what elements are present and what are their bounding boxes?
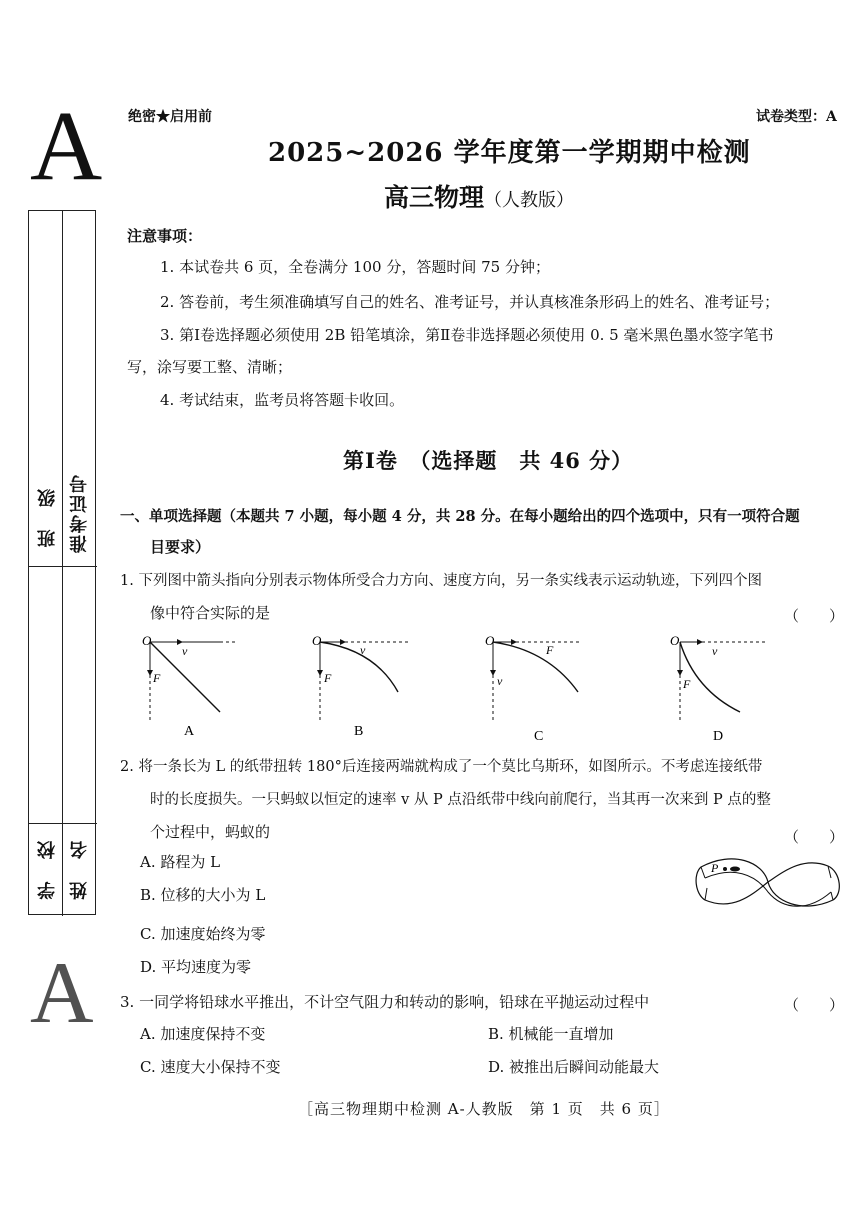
trajectory [493,642,578,692]
figure-c [485,633,580,744]
confidential-label: 绝密★启用前 [128,109,212,125]
figure-label: A [184,724,195,739]
velocity-label: v [712,644,718,658]
answer-bracket: （ ） [784,607,845,625]
sidebar-divider [62,211,63,916]
origin-label: O [670,633,680,648]
origin-label: O [312,633,322,648]
class-field-label: 班 级 [37,481,58,548]
force-label: F [683,677,691,691]
question-2-stem: 2. 将一条长为 L 的纸带扭转 180°后连接两端就构成了一个莫比乌斯环，如图所示。不考虑连接纸带 [120,759,763,775]
velocity-label: v [182,644,188,658]
notice-heading: 注意事项： [127,227,203,245]
option-d: D. 平均速度为零 [140,958,252,976]
section-title: 第Ⅰ卷 （选择题 共 46 分） [343,448,634,473]
sidebar-divider-h2 [29,823,97,824]
option-d: D. 被推出后瞬间动能最大 [488,1058,660,1076]
notice-item: 4. 考试结束，监考员将答题卡收回。 [160,391,405,409]
option-c: C. 加速度始终为零 [140,925,266,943]
section-instructions-cont: 目要求） [150,538,211,556]
figure-d [670,633,765,744]
answer-bracket: （ ） [784,828,845,846]
notice-item: 1. 本试卷共 6 页，全卷满分 100 分，答题时间 75 分钟； [160,258,550,276]
option-b: B. 机械能一直增加 [488,1025,614,1043]
question-1-stem: 1. 下列图中箭头指向分别表示物体所受合力方向、速度方向，另一条实线表示运动轨迹，下列四个图 [120,573,762,589]
velocity-label: v [497,674,503,688]
force-label: F [324,671,332,685]
option-b: B. 位移的大小为 L [140,886,266,904]
paper-type-label: 试卷类型：A [756,109,837,125]
point-p-label: P [711,861,719,875]
force-label: F [153,671,161,685]
point-p-marker [723,867,727,871]
exam-title: 2025~2026 学年度第一学期期中检测 [268,138,751,168]
force-label: F [546,643,554,657]
figure-label: D [713,729,724,744]
option-a: A. 路程为 L [140,853,221,871]
student-info-box [28,210,96,915]
paper-type-mark: A [30,90,103,201]
mobius-strip-figure [693,852,843,918]
velocity-label: v [360,643,366,657]
origin-label: O [485,633,495,648]
option-a: A. 加速度保持不变 [140,1025,266,1043]
figure-b [312,633,410,739]
trajectory [320,642,398,692]
question-2-stem-cont: 时的长度损失。一只蚂蚁以恒定的速率 v 从 P 点沿纸带中线向前爬行，当其再一次来到 P 点的整 [150,792,771,808]
ant-icon [730,867,740,872]
option-c: C. 速度大小保持不变 [140,1058,281,1076]
figure-label: B [354,724,364,739]
sidebar-divider-h [29,566,97,567]
question-1-figures [120,630,840,750]
paper-type-mark-lower: A [30,945,94,1042]
exam-number-field-label: 准考证号 [69,473,90,553]
school-field-label: 学 校 [37,833,58,900]
subject-version: （人教版） [484,190,575,211]
subject-title [384,178,574,214]
question-2-stem-cont2: 个过程中，蚂蚁的 [150,823,271,841]
subject-name: 高三物理 [384,183,485,212]
question-1-stem-cont: 像中符合实际的是 [150,604,271,622]
notice-item: 写，涂写要工整、清晰； [127,358,293,376]
figure-label: C [534,729,544,744]
section-instructions: 一、单项选择题（本题共 7 小题，每小题 4 分，共 28 分。在每小题给出的四个选项中，只有一项符合题 [120,508,800,525]
figure-a [142,633,238,739]
name-field-label: 姓 名 [69,833,90,900]
notice-item: 2. 答卷前，考生须准确填写自己的姓名、准考证号，并认真核准条形码上的姓名、准考证号； [160,293,780,311]
page-footer: ［高三物理期中检测 A-人教版 第 1 页 共 6 页］ [298,1100,670,1118]
question-3-stem: 3. 一同学将铅球水平推出，不计空气阻力和转动的影响，铅球在平抛运动过程中 [120,993,650,1011]
origin-label: O [142,633,152,648]
notice-item: 3. 第Ⅰ卷选择题必须使用 2B 铅笔填涂，第Ⅱ卷非选择题必须使用 0. 5 毫米黑色墨水签字笔书 [160,326,774,344]
answer-bracket: （ ） [784,996,845,1014]
